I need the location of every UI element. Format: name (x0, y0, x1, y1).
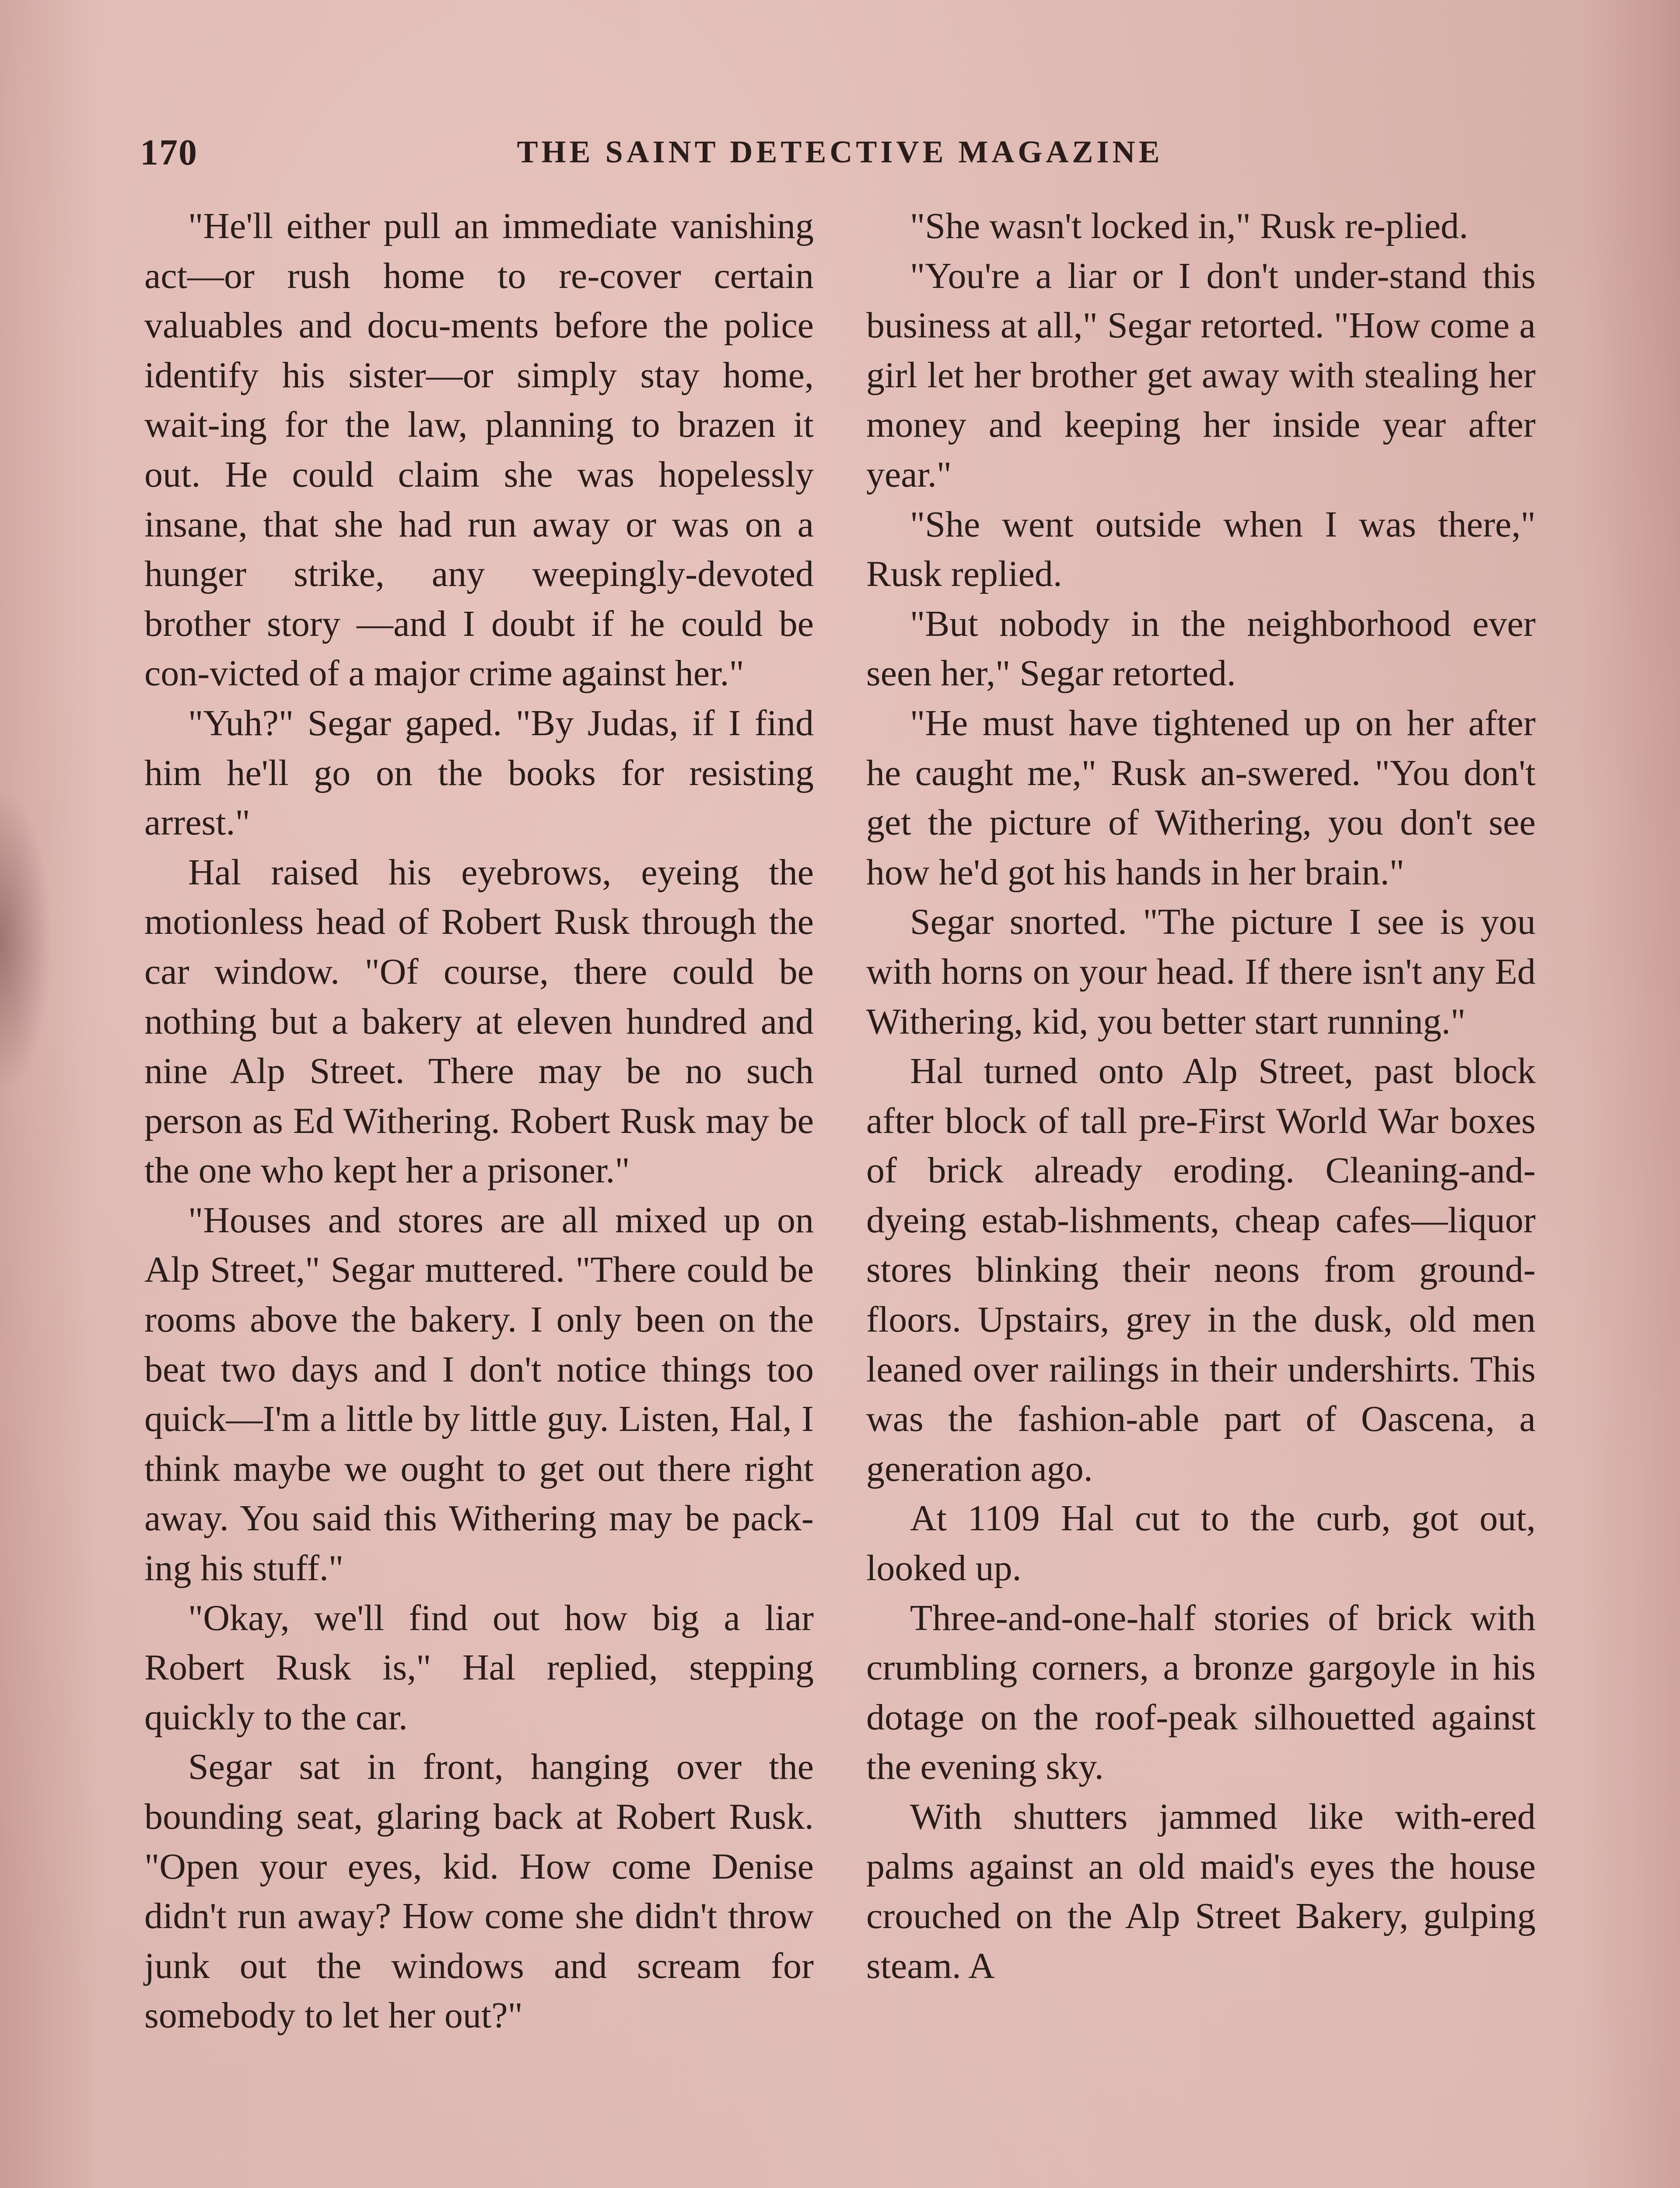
paragraph: "He must have tightened up on her after he caught me," Rusk an-swered. "You don't get the picture of Withering, you don't see how he'd got his hands in her brain." (866, 702, 1536, 893)
page-number: 170 (140, 132, 198, 173)
paragraph: "He'll either pull an immediate vanishing act—or rush home to re-cover certain valuables and docu-ments before the police identify his sister—or simply stay home, wait-ing for the law, planning to brazen it out. He could claim she was hopelessly insane, that she had run away or was on a hunger strike, any weepingly-devoted brother story —and I doubt if he could be con-victed of a major crime against her." (144, 206, 814, 694)
page-edge-shadow (0, 788, 52, 1094)
paragraph: "She wasn't locked in," Rusk re-plied. (910, 206, 1468, 246)
paragraph: "Yuh?" Segar gaped. "By Judas, if I find him he'll go on the books for resisting arrest." (144, 702, 814, 843)
paragraph: "But nobody in the neighborhood ever seen her," Segar retorted. (866, 603, 1536, 694)
right-text-column (866, 201, 1536, 1991)
paragraph: At 1109 Hal cut to the curb, got out, looked up. (866, 1498, 1536, 1589)
paragraph: Hal raised his eyebrows, eyeing the motionless head of Robert Rusk through the car window. "Of course, there could be nothing but a bakery at eleven hundred and nine Alp Street. There may be no such person as Ed Withering. Robert Rusk may be the one who kept her a prisoner." (144, 852, 814, 1191)
paragraph: Segar sat in front, hanging over the bounding seat, glaring back at Robert Rusk. "Open your eyes, kid. How come Denise didn't run away? How come she didn't throw junk out the windows and scream for somebody to let her out?" (144, 1746, 814, 2036)
left-text-column (144, 201, 814, 2041)
paragraph: "Okay, we'll find out how big a liar Robert Rusk is," Hal replied, stepping quickly to the car. (144, 1597, 814, 1738)
paragraph: Hal turned onto Alp Street, past block after block of tall pre-First World War boxes of brick already eroding. Cleaning-and-dyeing estab-lishments, cheap cafes—liquor stores blinking their neons from ground-floors. Upstairs, grey in the dusk, old men leaned over railings in their undershirts. This was the fashion-able part of Oascena, a generation ago. (866, 1051, 1536, 1489)
running-title: THE SAINT DETECTIVE MAGAZINE (517, 134, 1163, 169)
paragraph: With shutters jammed like with-ered palms against an old maid's eyes the house crouched on the Alp Street Bakery, gulping steam. A (866, 1796, 1536, 1986)
page-header (140, 131, 1540, 184)
paragraph: "Houses and stores are all mixed up on Alp Street," Segar muttered. "There could be rooms above the bakery. I only been on the beat two days and I don't notice things too quick—I'm a little by little guy. Listen, Hal, I think maybe we ought to get out there right away. You said this Withering may be pack-ing his stuff." (144, 1199, 814, 1589)
paragraph: Segar snorted. "The picture I see is you with horns on your head. If there isn't any Ed Withering, kid, you better start running." (866, 901, 1536, 1042)
paragraph: "You're a liar or I don't under-stand this business at all," Segar retorted. "How come a girl let her brother get away with stealing her money and keeping her inside year after year." (866, 255, 1536, 495)
paragraph: Three-and-one-half stories of brick with crumbling corners, a bronze gargoyle in his dotage on the roof-peak silhouetted against the evening sky. (866, 1597, 1536, 1788)
paragraph: "She went outside when I was there," Rusk replied. (866, 504, 1536, 595)
